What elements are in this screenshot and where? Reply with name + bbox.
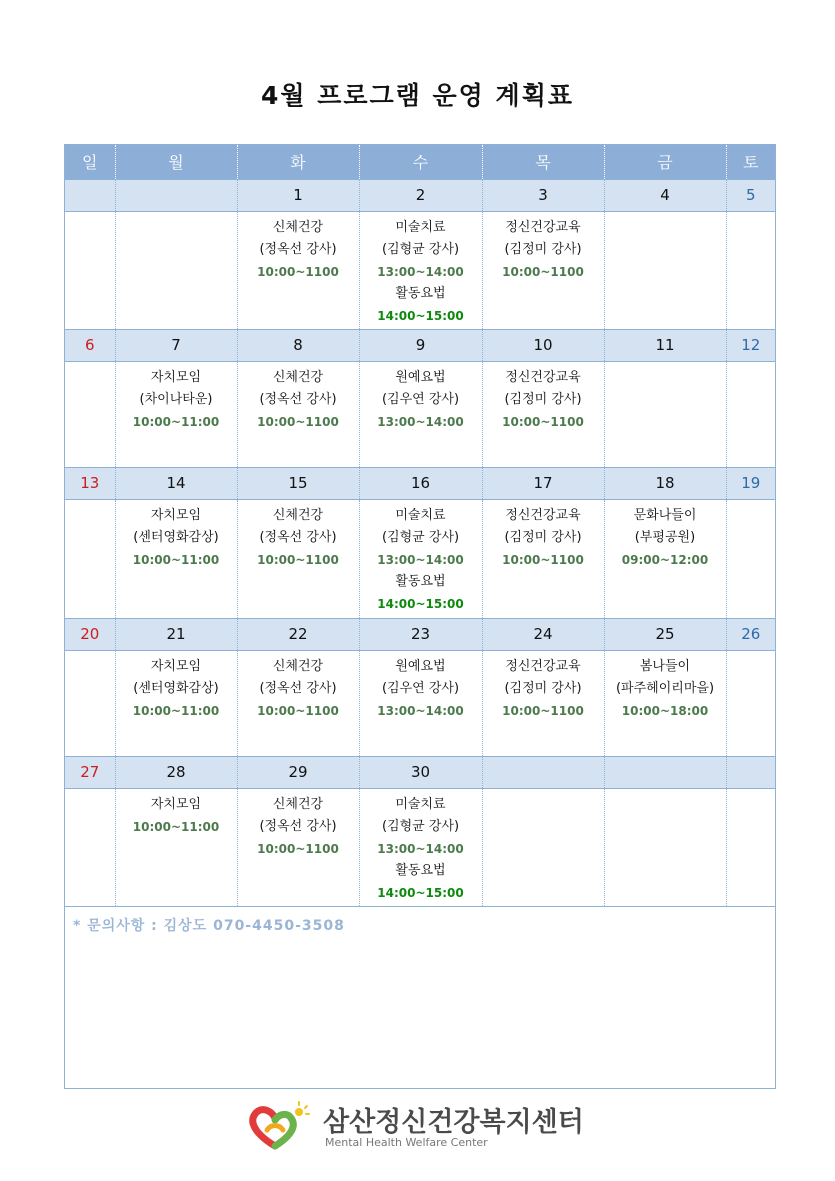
weekday-saturday: 토: [726, 145, 775, 179]
program-detail: (정옥선 강사): [259, 680, 337, 696]
program-detail: (센터영화감상): [133, 680, 219, 696]
weekday-wednesday: 수: [359, 145, 482, 179]
program-detail: (김우연 강사): [381, 680, 460, 696]
program-event: [116, 367, 237, 433]
org-name: 삼산정신건강복지센터: [323, 1107, 584, 1138]
program-event: [116, 656, 237, 722]
day-cell: [237, 211, 359, 329]
heart-logo-icon: [245, 1100, 315, 1152]
program-detail: (정옥선 강사): [259, 818, 337, 834]
day-cell: [359, 361, 482, 467]
program-event: [238, 505, 359, 571]
date-cell: 11: [604, 329, 726, 361]
day-cell: [237, 499, 359, 618]
program-time: 10:00~1100: [257, 703, 339, 718]
day-cell: [482, 211, 604, 329]
date-cell: 16: [359, 467, 482, 499]
program-name: 봄나들이: [639, 658, 691, 674]
program-time: 10:00~1100: [257, 552, 339, 567]
date-cell: 15: [237, 467, 359, 499]
program-event: [483, 367, 604, 433]
day-cell: [726, 211, 775, 329]
events-row: [65, 361, 775, 467]
program-detail: (정옥선 강사): [259, 529, 337, 545]
calendar: [64, 144, 776, 1089]
day-cell: [482, 650, 604, 756]
weekday-friday: 금: [604, 145, 726, 179]
program-time: 10:00~1100: [257, 414, 339, 429]
date-cell: 17: [482, 467, 604, 499]
program-name: 정신건강교육: [505, 219, 581, 235]
program-time: 14:00~15:00: [377, 308, 464, 323]
program-time: 10:00~1100: [257, 841, 339, 856]
day-cell: [726, 788, 775, 906]
date-cell: 19: [726, 467, 775, 499]
day-cell: [359, 788, 482, 906]
program-detail: (파주헤이리마을): [615, 680, 715, 696]
day-cell: [65, 499, 115, 618]
day-cell: [604, 361, 726, 467]
program-detail: (김정미 강사): [504, 241, 582, 257]
program-time: 10:00~1100: [257, 264, 339, 279]
program-event: [116, 794, 237, 838]
program-name: 원예요법: [395, 658, 446, 674]
program-event: [238, 367, 359, 433]
program-time: 14:00~15:00: [377, 885, 464, 900]
program-name: 활동요법: [395, 285, 446, 301]
program-name: 자치모임: [150, 507, 202, 523]
date-cell: 29: [237, 756, 359, 788]
program-detail: (정옥선 강사): [259, 241, 337, 257]
date-cell: 10: [482, 329, 604, 361]
program-time: 13:00~14:00: [377, 552, 464, 567]
events-row: [65, 650, 775, 756]
program-time: 10:00~1100: [502, 703, 584, 718]
date-cell: 6: [65, 329, 115, 361]
day-cell: [726, 650, 775, 756]
day-cell: [237, 361, 359, 467]
program-time: 10:00~18:00: [621, 703, 709, 718]
program-name: 활동요법: [395, 862, 446, 878]
date-cell: 9: [359, 329, 482, 361]
date-cell: 7: [115, 329, 237, 361]
footer: [245, 1100, 605, 1152]
date-cell: 18: [604, 467, 726, 499]
day-cell: [237, 788, 359, 906]
date-cell: [115, 179, 237, 211]
day-cell: [482, 788, 604, 906]
program-time: 10:00~11:00: [132, 414, 220, 429]
date-cell: 13: [65, 467, 115, 499]
program-name: 문화나들이: [633, 507, 697, 523]
program-event: [483, 656, 604, 722]
contact-info: * 문의사항 : 김상도 070-4450-3508: [73, 918, 345, 934]
date-cell: 21: [115, 618, 237, 650]
day-cell: [115, 211, 237, 329]
program-detail: (김형균 강사): [381, 241, 460, 257]
program-time: 10:00~11:00: [132, 703, 220, 718]
program-name: 미술치료: [395, 796, 446, 812]
program-name: 자치모임: [150, 796, 202, 812]
program-time: 10:00~1100: [502, 552, 584, 567]
program-event: [360, 505, 482, 571]
program-time: 13:00~14:00: [377, 264, 464, 279]
program-time: 13:00~14:00: [377, 414, 464, 429]
date-cell: 4: [604, 179, 726, 211]
program-event: [116, 505, 237, 571]
program-event: [483, 505, 604, 571]
date-cell: 14: [115, 467, 237, 499]
program-event: [360, 367, 482, 433]
program-name: 미술치료: [395, 219, 446, 235]
day-cell: [482, 361, 604, 467]
date-cell: [604, 756, 726, 788]
program-name: 신체건강: [272, 658, 324, 674]
program-time: 14:00~15:00: [377, 596, 464, 611]
date-row: [65, 618, 775, 650]
day-cell: [726, 361, 775, 467]
program-detail: (김정미 강사): [504, 680, 582, 696]
date-cell: [482, 756, 604, 788]
program-name: 활동요법: [395, 573, 446, 589]
program-event: [238, 656, 359, 722]
program-name: 정신건강교육: [505, 369, 581, 385]
date-cell: 30: [359, 756, 482, 788]
calendar-body: [65, 179, 775, 906]
date-cell: 12: [726, 329, 775, 361]
events-row: [65, 499, 775, 618]
program-detail: (정옥선 강사): [259, 391, 337, 407]
program-event: [238, 217, 359, 283]
day-cell: [604, 650, 726, 756]
weekday-monday: 월: [115, 145, 237, 179]
program-event: [238, 794, 359, 860]
day-cell: [359, 650, 482, 756]
day-cell: [65, 211, 115, 329]
program-name: 원예요법: [395, 369, 446, 385]
date-row: [65, 329, 775, 361]
day-cell: [359, 499, 482, 618]
program-detail: (김정미 강사): [504, 529, 582, 545]
date-cell: 8: [237, 329, 359, 361]
program-name: 신체건강: [272, 796, 324, 812]
program-name: 정신건강교육: [505, 507, 581, 523]
day-cell: [115, 499, 237, 618]
program-event: [360, 217, 482, 283]
program-name: 정신건강교육: [505, 658, 581, 674]
date-row: [65, 179, 775, 211]
program-time: 09:00~12:00: [621, 552, 709, 567]
program-detail: (김우연 강사): [381, 391, 460, 407]
program-time: 10:00~11:00: [132, 819, 220, 834]
program-detail: (김형균 강사): [381, 529, 460, 545]
weekday-tuesday: 화: [237, 145, 359, 179]
date-cell: [65, 179, 115, 211]
program-time: 10:00~1100: [502, 264, 584, 279]
day-cell: [604, 499, 726, 618]
date-row: [65, 756, 775, 788]
events-row: [65, 788, 775, 906]
date-cell: 28: [115, 756, 237, 788]
day-cell: [359, 211, 482, 329]
program-time: 13:00~14:00: [377, 841, 464, 856]
day-cell: [115, 361, 237, 467]
date-cell: 27: [65, 756, 115, 788]
program-event: [360, 794, 482, 860]
program-name: 자치모임: [150, 369, 202, 385]
org-name-english: Mental Health Welfare Center: [325, 1136, 488, 1149]
day-cell: [482, 499, 604, 618]
program-name: 자치모임: [150, 658, 202, 674]
program-event: [360, 860, 482, 904]
date-cell: 23: [359, 618, 482, 650]
date-cell: 26: [726, 618, 775, 650]
day-cell: [237, 650, 359, 756]
date-cell: 20: [65, 618, 115, 650]
program-detail: (김정미 강사): [504, 391, 582, 407]
weekday-header-row: [65, 145, 775, 179]
calendar-table: [65, 145, 775, 906]
events-row: [65, 211, 775, 329]
program-name: 미술치료: [395, 507, 446, 523]
date-cell: 24: [482, 618, 604, 650]
weekday-sunday: 일: [65, 145, 115, 179]
date-cell: 3: [482, 179, 604, 211]
program-time: 13:00~14:00: [377, 703, 464, 718]
program-event: [483, 217, 604, 283]
program-detail: (김형균 강사): [381, 818, 460, 834]
date-cell: 2: [359, 179, 482, 211]
program-event: [360, 571, 482, 615]
program-name: 신체건강: [272, 369, 324, 385]
day-cell: [726, 499, 775, 618]
date-row: [65, 467, 775, 499]
program-time: 10:00~1100: [502, 414, 584, 429]
page-title: 4월 프로그램 운영 계획표: [260, 81, 574, 110]
day-cell: [115, 650, 237, 756]
day-cell: [115, 788, 237, 906]
date-cell: 5: [726, 179, 775, 211]
program-name: 신체건강: [272, 507, 324, 523]
day-cell: [604, 211, 726, 329]
program-event: [360, 656, 482, 722]
day-cell: [604, 788, 726, 906]
date-cell: 25: [604, 618, 726, 650]
program-detail: (차이나타운): [139, 391, 213, 407]
day-cell: [65, 650, 115, 756]
program-event: [360, 283, 482, 327]
program-event: [605, 656, 726, 722]
program-name: 신체건강: [272, 219, 324, 235]
date-cell: 22: [237, 618, 359, 650]
date-cell: [726, 756, 775, 788]
notes-area: [65, 906, 775, 1082]
weekday-thursday: 목: [482, 145, 604, 179]
day-cell: [65, 361, 115, 467]
program-detail: (부평공원): [634, 529, 696, 545]
program-event: [605, 505, 726, 571]
program-detail: (센터영화감상): [133, 529, 219, 545]
day-cell: [65, 788, 115, 906]
program-time: 10:00~11:00: [132, 552, 220, 567]
date-cell: 1: [237, 179, 359, 211]
